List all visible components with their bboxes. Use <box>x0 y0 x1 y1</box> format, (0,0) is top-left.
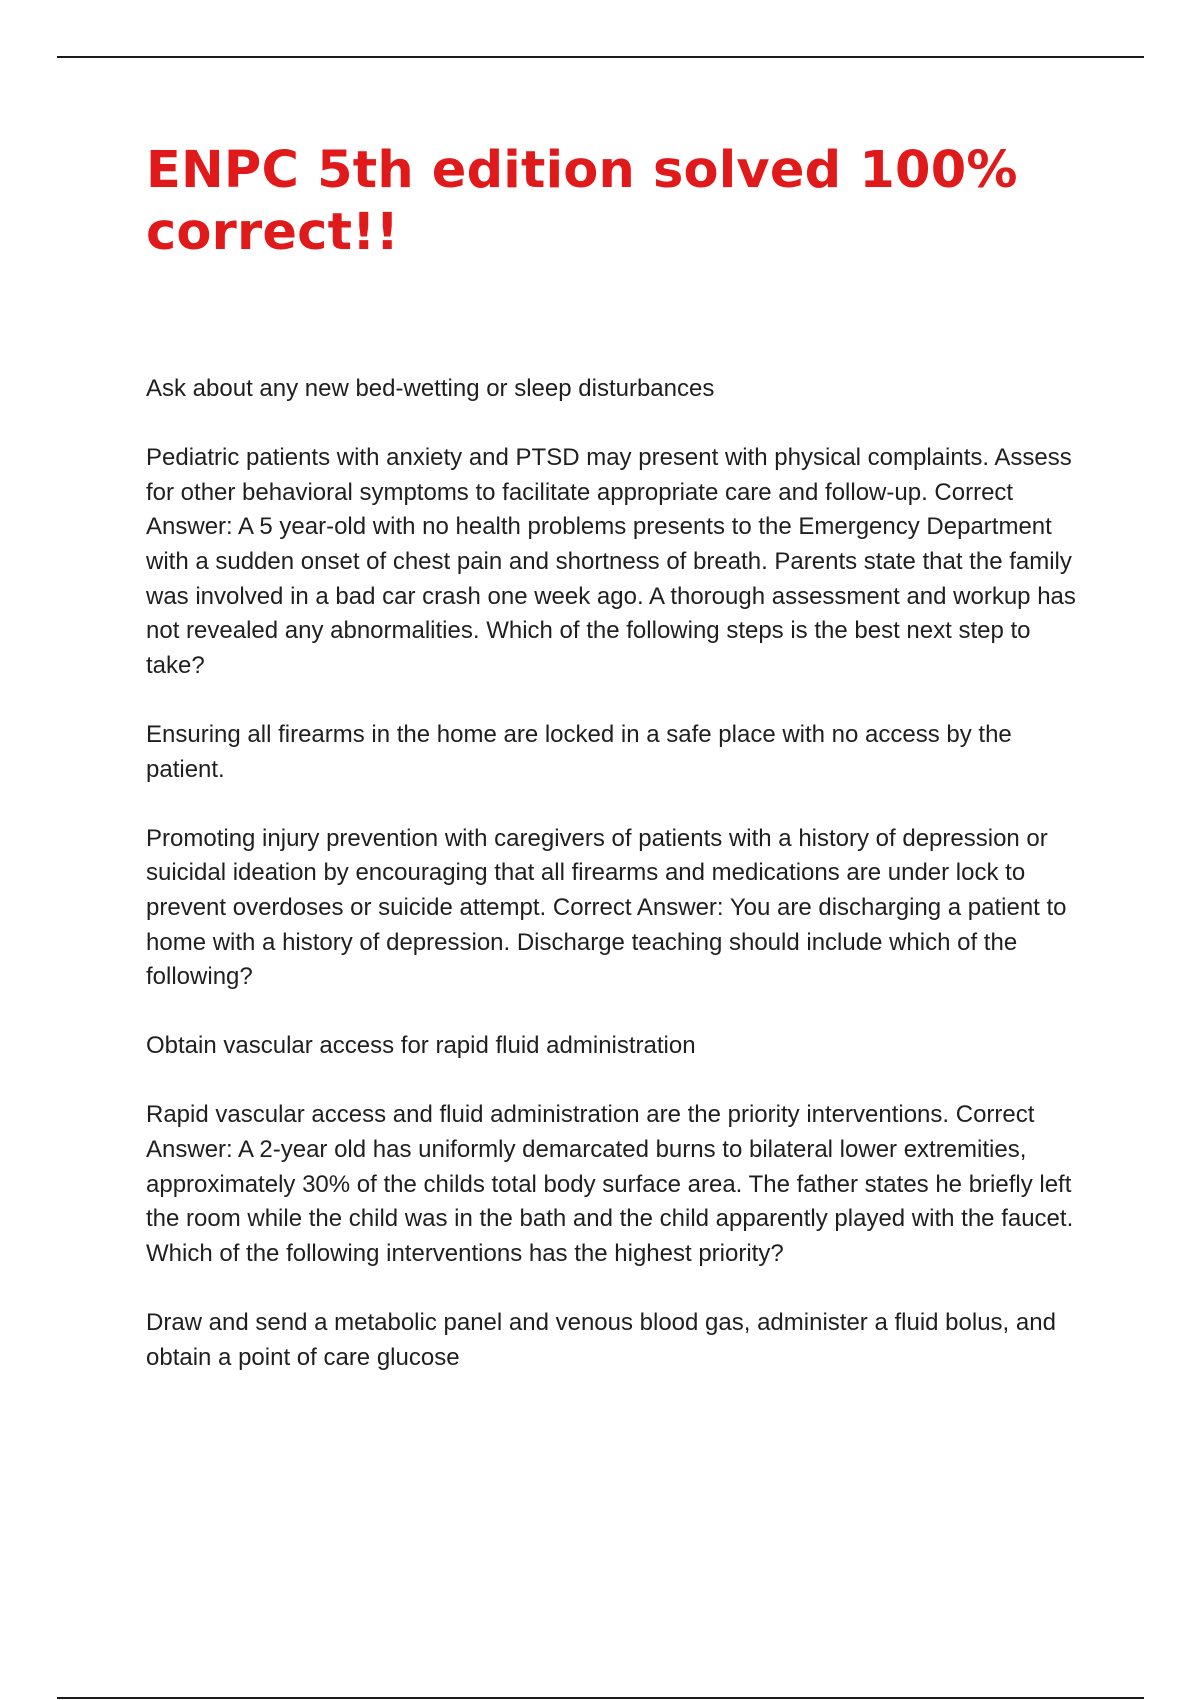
document-body <box>146 140 1086 1410</box>
bottom-rule <box>57 1697 1144 1699</box>
paragraph: Obtain vascular access for rapid fluid administration <box>146 1032 696 1060</box>
paragraph: Promoting injury prevention with caregivers of patients with a history of depression or suicidal ideation by encouraging that all firearms and medications are under lock to prevent overdoses or suicide attempt. Correct Answer: You are discharging a patient to home with a history of depression. Discharge teaching should include which of the following? <box>146 824 1067 991</box>
document-title: ENPC 5th edition solved 100% correct!! <box>146 141 1018 262</box>
top-rule <box>57 56 1144 58</box>
paragraph: Pediatric patients with anxiety and PTSD may present with physical complaints. Assess for other behavioral symptoms to facilitate appropriate care and follow-up. Correct Answer: A 5 year-old with no health problems presents to the Emergency Department with a sudden onset of chest pain and shortness of breath. Parents state that the family was involved in a bad car crash one week ago. A thorough assessment and workup has not revealed any abnormalities. Which of the following steps is the best next step to take? <box>146 444 1076 679</box>
paragraph: Ask about any new bed-wetting or sleep disturbances <box>146 375 715 402</box>
paragraph: Draw and send a metabolic panel and venous blood gas, administer a fluid bolus, and obtain a point of care glucose <box>146 1309 1056 1371</box>
paragraph: Rapid vascular access and fluid administration are the priority interventions. Correct Answer: A 2-year old has uniformly demarcated burns to bilateral lower extremities, approximately 30% of the childs total body surface area. The father states he briefly left the room while the child was in the bath and the child apparently played with the faucet. Which of the following interventions has the highest priority? <box>146 1101 1074 1267</box>
paragraph: Ensuring all firearms in the home are locked in a safe place with no access by the patient. <box>146 720 1012 783</box>
